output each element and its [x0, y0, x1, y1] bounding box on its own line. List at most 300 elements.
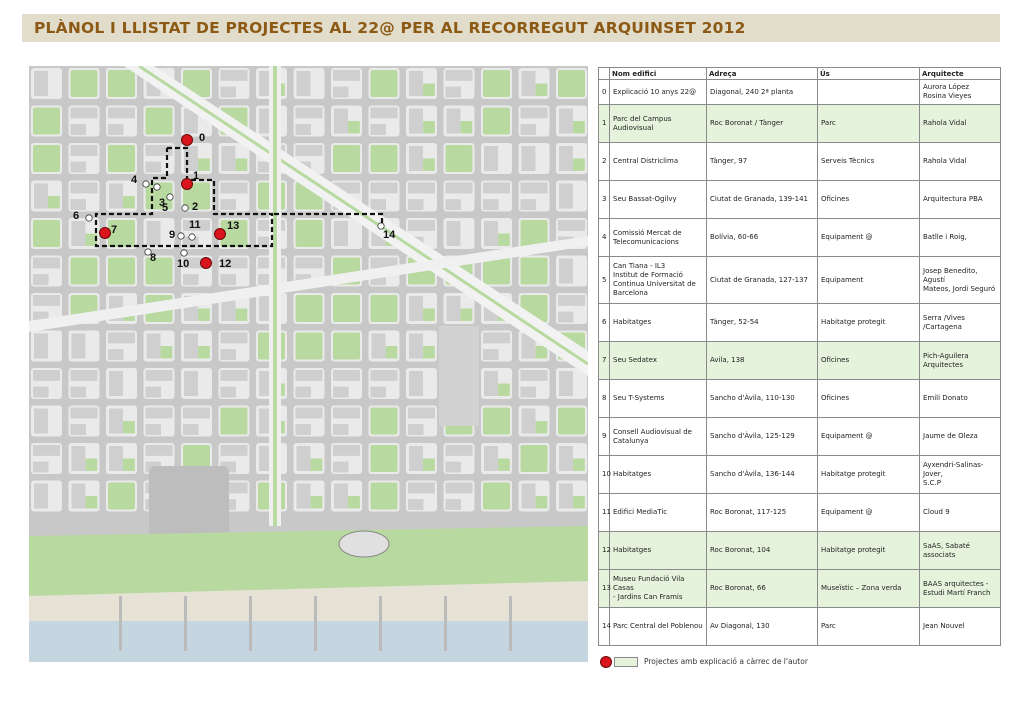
row-use: Museïstic – Zona verda [818, 570, 920, 608]
building [521, 183, 548, 194]
building [334, 221, 348, 246]
row-architect: Rahola Vidal [920, 105, 1001, 143]
row-name: Seu T-Systems [610, 380, 707, 418]
building [484, 446, 498, 471]
building [296, 124, 312, 135]
building [146, 370, 173, 381]
legend-label: Projectes amb explicació a càrrec de l'autor [644, 657, 808, 666]
building-complex [149, 466, 229, 536]
row-number: 11 [599, 494, 610, 532]
building [72, 334, 86, 359]
building [333, 70, 360, 81]
building [521, 370, 548, 381]
green-area [108, 483, 135, 510]
building [371, 370, 398, 381]
row-name: Seu Bassat-Ogilvy [610, 181, 707, 219]
green-area [296, 220, 323, 247]
table-row [599, 380, 1001, 418]
building [71, 370, 98, 381]
building [71, 124, 87, 135]
building [558, 220, 585, 231]
green-area [573, 121, 585, 133]
header-architect: Arquitecte [920, 68, 1001, 80]
breakwater [379, 596, 382, 651]
row-architect: Arquitectura PBA [920, 181, 1001, 219]
green-area [296, 333, 323, 360]
building [522, 146, 536, 171]
project-marker-0 [182, 135, 193, 146]
building [108, 108, 135, 119]
map-graphic [29, 66, 588, 662]
row-address: Tànger, 97 [707, 143, 818, 181]
breakwater [184, 596, 187, 651]
green-area [146, 108, 173, 135]
row-address: Sancho d'Àvila, 125-129 [707, 418, 818, 456]
row-use: Equipament @ [818, 219, 920, 257]
building [71, 145, 98, 156]
row-use: Parc [818, 608, 920, 646]
building [334, 109, 348, 134]
building [296, 258, 323, 269]
building [221, 349, 237, 360]
row-architect: Emili Donato [920, 380, 1001, 418]
row-architect: Jaume de Oleza [920, 418, 1001, 456]
green-area [348, 121, 360, 133]
table-row [599, 219, 1001, 257]
row-address: Roc Boronat, 117-125 [707, 494, 818, 532]
building [183, 408, 210, 419]
page-title: PLÀNOL I LLISTAT DE PROJECTES AL 22@ PER AL RECORREGUT ARQUINSET 2012 [34, 19, 746, 37]
green-area [536, 421, 548, 433]
table-row [599, 418, 1001, 456]
building [71, 183, 98, 194]
building [334, 484, 348, 509]
row-use: Oficines [818, 380, 920, 418]
building [146, 445, 173, 456]
row-number: 12 [599, 532, 610, 570]
green-area [71, 70, 98, 97]
project-marker-label-9: 9 [169, 229, 176, 241]
building [559, 371, 573, 396]
sea [29, 621, 588, 662]
green-area [371, 445, 398, 472]
building [559, 146, 573, 171]
row-number: 10 [599, 456, 610, 494]
building [183, 274, 199, 285]
row-number: 3 [599, 181, 610, 219]
row-name: Edifici MediaTic [610, 494, 707, 532]
table-row [599, 608, 1001, 646]
building [333, 387, 349, 398]
building [296, 370, 323, 381]
row-architect: SaAS, Sabaté associats [920, 532, 1001, 570]
table-row [599, 532, 1001, 570]
building [408, 424, 424, 435]
building [446, 462, 462, 473]
row-use [818, 80, 920, 105]
table-row [599, 80, 1001, 105]
building [521, 387, 537, 398]
building [71, 199, 87, 210]
row-use: Serveis Tècnics [818, 143, 920, 181]
building [34, 71, 48, 96]
green-area [536, 346, 548, 358]
green-area [86, 496, 98, 508]
building [297, 71, 311, 96]
building [559, 259, 573, 284]
building [409, 146, 423, 171]
green-area [371, 483, 398, 510]
building [72, 221, 86, 246]
green-area [48, 196, 60, 208]
row-use: Equipament [818, 257, 920, 304]
building [221, 70, 248, 81]
building [109, 409, 123, 434]
building [371, 183, 398, 194]
green-area [71, 258, 98, 285]
green-area [461, 309, 473, 321]
building [34, 409, 48, 434]
building [483, 333, 510, 344]
green-area [221, 408, 248, 435]
green-area [333, 333, 360, 360]
project-marker-3 [154, 184, 160, 190]
building [521, 199, 537, 210]
building [333, 408, 360, 419]
building [147, 221, 161, 246]
project-marker-label-3: 3 [159, 197, 166, 209]
table-row [599, 456, 1001, 494]
row-architect: Aurora López Rosina Vieyes [920, 80, 1001, 105]
green-area [498, 234, 510, 246]
building [146, 424, 162, 435]
project-marker-label-0: 0 [199, 132, 206, 144]
building [483, 349, 499, 360]
row-number: 13 [599, 570, 610, 608]
green-area [123, 459, 135, 471]
row-address: Roc Boronat, 104 [707, 532, 818, 570]
green-area [446, 145, 473, 172]
row-number: 1 [599, 105, 610, 143]
project-marker-11 [189, 234, 195, 240]
building [447, 109, 461, 134]
green-area [558, 408, 585, 435]
building [108, 333, 135, 344]
row-address: Av Diagonal, 130 [707, 608, 818, 646]
green-area [236, 159, 248, 171]
green-area [483, 108, 510, 135]
building [221, 183, 248, 194]
building [34, 334, 48, 359]
building [371, 199, 387, 210]
building [484, 146, 498, 171]
project-marker-label-5: 5 [162, 202, 169, 214]
building [333, 462, 349, 473]
table-row [599, 143, 1001, 181]
building [559, 184, 573, 209]
legend-green-swatch [614, 657, 638, 667]
building [109, 184, 123, 209]
building [522, 71, 536, 96]
building [484, 221, 498, 246]
project-marker-label-7: 7 [111, 224, 118, 236]
green-area [386, 346, 398, 358]
building [296, 424, 312, 435]
building [522, 484, 536, 509]
green-area [198, 309, 210, 321]
title-banner [22, 14, 1000, 42]
green-area [333, 145, 360, 172]
green-area [536, 496, 548, 508]
row-address: Roc Boronat, 66 [707, 570, 818, 608]
building [446, 70, 473, 81]
building [108, 349, 124, 360]
project-marker-label-2: 2 [192, 201, 199, 213]
row-name: Can Tiana - IL3 Institut de Formació Continua Universitat de Barcelona [610, 257, 707, 304]
project-marker-label-8: 8 [150, 252, 157, 264]
project-marker-9 [178, 233, 184, 239]
green-area [161, 346, 173, 358]
project-marker-13 [215, 229, 226, 240]
building [558, 312, 574, 323]
green-area [483, 70, 510, 97]
row-name: Explicació 10 anys 22@ [610, 80, 707, 105]
building [521, 124, 537, 135]
row-architect: Pich-Aguilera Arquitectes [920, 342, 1001, 380]
building [221, 274, 237, 285]
green-area [423, 159, 435, 171]
project-marker-label-11: 11 [189, 219, 201, 231]
row-use: Oficines [818, 181, 920, 219]
row-address: Bolívia, 60-66 [707, 219, 818, 257]
row-use: Oficines [818, 342, 920, 380]
map-legend [598, 656, 898, 670]
building [184, 146, 198, 171]
building [333, 445, 360, 456]
breakwater [119, 596, 122, 651]
project-marker-4 [143, 181, 149, 187]
row-use: Habitatge protegit [818, 532, 920, 570]
legend-red-dot [600, 656, 612, 668]
building [71, 424, 87, 435]
row-architect: Ayxendri-Salinas-Jover, S.C.P [920, 456, 1001, 494]
site-map [29, 66, 588, 662]
building [408, 183, 435, 194]
project-marker-label-13: 13 [227, 220, 240, 232]
breakwater [444, 596, 447, 651]
green-area [521, 258, 548, 285]
row-number: 0 [599, 80, 610, 105]
project-marker-12 [201, 258, 212, 269]
green-area [123, 421, 135, 433]
row-address: Diagonal, 240 2ª planta [707, 80, 818, 105]
table-row [599, 342, 1001, 380]
building [221, 333, 248, 344]
row-use: Equipament @ [818, 494, 920, 532]
building [297, 446, 311, 471]
green-area [498, 459, 510, 471]
building [408, 220, 435, 231]
row-name: Seu Sedatex [610, 342, 707, 380]
green-area [423, 346, 435, 358]
row-address: Avila, 138 [707, 342, 818, 380]
building [184, 334, 198, 359]
project-marker-label-1: 1 [193, 170, 200, 182]
row-architect: Serra /Vives /Cartagena [920, 304, 1001, 342]
sports-track [339, 531, 389, 557]
green-area [333, 295, 360, 322]
building [409, 446, 423, 471]
project-marker-7 [100, 228, 111, 239]
building [371, 108, 398, 119]
building [371, 124, 387, 135]
green-area [108, 145, 135, 172]
building [447, 221, 461, 246]
green-area [311, 459, 323, 471]
project-marker-label-10: 10 [177, 258, 190, 270]
green-area [521, 445, 548, 472]
building [146, 145, 173, 156]
building [71, 408, 98, 419]
green-area [108, 70, 135, 97]
building [409, 109, 423, 134]
building [296, 408, 323, 419]
row-number: 4 [599, 219, 610, 257]
building [71, 387, 87, 398]
building [296, 108, 323, 119]
project-marker-label-4: 4 [131, 174, 138, 186]
green-area [86, 459, 98, 471]
building [34, 484, 48, 509]
building [33, 462, 49, 473]
row-architect: BAAS arquitectes - Estudi Martí Franch [920, 570, 1001, 608]
building [446, 199, 462, 210]
green-area [483, 408, 510, 435]
building [109, 446, 123, 471]
building [297, 484, 311, 509]
green-area [423, 459, 435, 471]
table-row [599, 181, 1001, 219]
green-area [296, 295, 323, 322]
row-name: Habitatges [610, 532, 707, 570]
green-area [371, 295, 398, 322]
building [221, 445, 248, 456]
green-area [33, 220, 60, 247]
building [409, 296, 423, 321]
building [296, 387, 312, 398]
building [33, 387, 49, 398]
header-name: Nom edifici [610, 68, 707, 80]
row-name: Parc del Campus Audiovisual [610, 105, 707, 143]
green-area [536, 84, 548, 96]
building [34, 184, 48, 209]
building [296, 145, 323, 156]
row-number: 5 [599, 257, 610, 304]
building [146, 408, 173, 419]
green-area [483, 483, 510, 510]
row-name: Museu Fundació Vila Casas - Jardins Can Framis [610, 570, 707, 608]
building [221, 87, 237, 98]
building [483, 183, 510, 194]
header-num [599, 68, 610, 80]
row-architect: Jean Nouvel [920, 608, 1001, 646]
project-marker-label-14: 14 [383, 229, 396, 241]
row-name: Central Districlima [610, 143, 707, 181]
building [33, 295, 60, 306]
building [408, 483, 435, 494]
building [333, 87, 349, 98]
green-area [483, 258, 510, 285]
green-area [573, 159, 585, 171]
breakwater [314, 596, 317, 651]
building [33, 370, 60, 381]
building [146, 387, 162, 398]
row-address: Ciutat de Granada, 139-141 [707, 181, 818, 219]
building [446, 483, 473, 494]
building [447, 296, 461, 321]
building [446, 499, 462, 510]
building [221, 387, 237, 398]
building [184, 371, 198, 396]
table-row [599, 257, 1001, 304]
green-area [461, 121, 473, 133]
green-area [198, 159, 210, 171]
building [559, 446, 573, 471]
row-number: 9 [599, 418, 610, 456]
table-row [599, 494, 1001, 532]
project-marker-label-12: 12 [219, 258, 232, 270]
row-number: 2 [599, 143, 610, 181]
green-area [311, 496, 323, 508]
building [446, 87, 462, 98]
row-name: Consell Audiovisual de Catalunya [610, 418, 707, 456]
building [221, 370, 248, 381]
green-area [371, 70, 398, 97]
green-area [198, 346, 210, 358]
building [559, 484, 573, 509]
green-area [423, 121, 435, 133]
building [33, 258, 60, 269]
building-complex [439, 326, 479, 426]
green-area [33, 108, 60, 135]
building [408, 408, 435, 419]
green-area [236, 309, 248, 321]
project-marker-6 [86, 215, 92, 221]
row-architect: Rahola Vidal [920, 143, 1001, 181]
building [408, 499, 424, 510]
green-area [573, 496, 585, 508]
row-number: 6 [599, 304, 610, 342]
row-name: Habitatges [610, 304, 707, 342]
row-use: Equipament @ [818, 418, 920, 456]
row-address: Ciutat de Granada, 127-137 [707, 257, 818, 304]
row-use: Habitatge protegit [818, 304, 920, 342]
building [108, 124, 124, 135]
building [221, 199, 237, 210]
project-marker-1 [182, 179, 193, 190]
green-area [573, 459, 585, 471]
green-area [371, 408, 398, 435]
table-row [599, 570, 1001, 608]
green-area [348, 496, 360, 508]
rambla-trees [273, 66, 277, 526]
table-row [599, 105, 1001, 143]
building [522, 409, 536, 434]
building [222, 146, 236, 171]
row-address: Roc Boronat / Tànger [707, 105, 818, 143]
green-area [498, 384, 510, 396]
project-marker-label-6: 6 [73, 210, 80, 222]
